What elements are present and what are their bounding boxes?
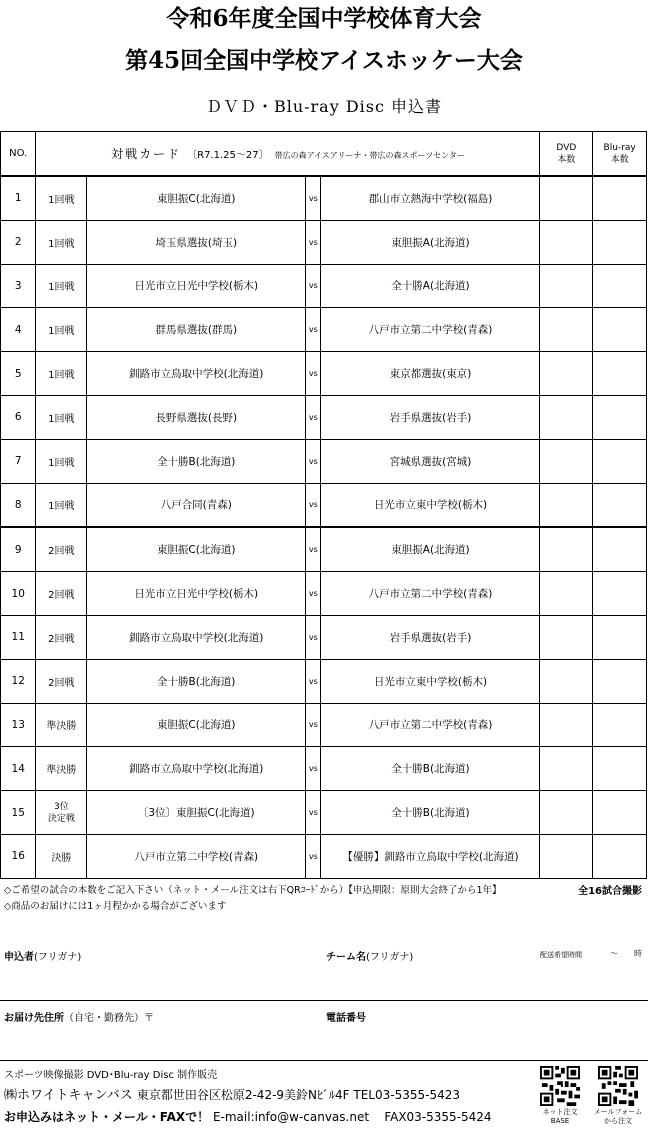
match-round: [36, 791, 87, 835]
table-row: [1, 176, 647, 220]
dvd-quantity-cell[interactable]: [540, 483, 593, 527]
team-away: 八戸市立第二中学校(青森): [321, 308, 540, 352]
table-row: [1, 791, 647, 835]
bluray-quantity-cell[interactable]: [593, 483, 647, 527]
match-number: 6: [1, 395, 36, 439]
match-round: 1回戦: [36, 264, 87, 308]
team-home: 八戸合同(青森): [87, 483, 306, 527]
header-bluray: [593, 132, 647, 177]
match-number: 12: [1, 659, 36, 703]
qr-caption-mailform: [593, 1108, 643, 1126]
header-dvd-label: DVD: [556, 142, 577, 153]
header-bluray-qty: 本数: [610, 154, 629, 165]
team-home: 群馬県選抜(群馬): [87, 308, 306, 352]
qr-code-icon[interactable]: [598, 1066, 638, 1106]
team-away: 八戸市立第二中学校(青森): [321, 572, 540, 616]
table-row: [1, 264, 647, 308]
bluray-quantity-cell[interactable]: [593, 264, 647, 308]
table-row: [1, 703, 647, 747]
team-kana: (フリガナ): [366, 952, 414, 963]
footer-service: スポーツ映像撮影 DVD･Blu-ray Disc 制作販売: [4, 1070, 218, 1081]
team-home: 〔3位〕東胆振C(北海道): [87, 791, 306, 835]
qr1-caption-line1: ネット注文: [542, 1108, 578, 1116]
match-round-line2: 決定戦: [47, 813, 75, 824]
divider-line: [0, 1000, 648, 1001]
team-away: 全十勝B(北海道): [321, 791, 540, 835]
team-home: 八戸市立第二中学校(青森): [87, 834, 306, 878]
team-home: 釧路市立鳥取中学校(北海道): [87, 615, 306, 659]
match-number: 14: [1, 747, 36, 791]
match-number: 3: [1, 264, 36, 308]
match-round: 1回戦: [36, 439, 87, 483]
address-text: お届け先住所: [4, 1013, 64, 1024]
match-round: 1回戦: [36, 308, 87, 352]
company-address: 東京都世田谷区松原2-42-9美鈴Nﾋﾞﾙ4F TEL03-5355-5423: [136, 1088, 460, 1102]
team-text: チーム名: [326, 952, 366, 963]
dvd-quantity-cell[interactable]: [540, 308, 593, 352]
table-header-row: [1, 132, 647, 177]
dvd-quantity-cell[interactable]: [540, 747, 593, 791]
team-away: 全十勝B(北海道): [321, 747, 540, 791]
bluray-quantity-cell[interactable]: [593, 834, 647, 878]
dvd-quantity-cell[interactable]: [540, 352, 593, 396]
match-number: 11: [1, 615, 36, 659]
match-number: 13: [1, 703, 36, 747]
bluray-quantity-cell[interactable]: [593, 572, 647, 616]
versus-label: vs: [306, 834, 321, 878]
table-row: [1, 352, 647, 396]
dvd-quantity-cell[interactable]: [540, 527, 593, 571]
bluray-quantity-cell[interactable]: [593, 527, 647, 571]
team-away: 東胆振A(北海道): [321, 527, 540, 571]
team-away: 東胆振A(北海道): [321, 220, 540, 264]
team-home: 東胆振C(北海道): [87, 703, 306, 747]
bluray-quantity-cell[interactable]: [593, 176, 647, 220]
note-order-instructions: ◇ご希望の試合の本数をご記入下さい（ネット・メール注文は右下QRｺｰﾄﾞから）【申込期限：原則大会終了から1年】: [4, 885, 502, 896]
match-round: 2回戦: [36, 615, 87, 659]
team-home: 長野県選抜(長野): [87, 395, 306, 439]
match-round: 準決勝: [36, 747, 87, 791]
match-round: 1回戦: [36, 176, 87, 220]
versus-label: vs: [306, 220, 321, 264]
bluray-quantity-cell[interactable]: [593, 220, 647, 264]
title-line-1: 令和6年度全国中学校体育大会: [166, 5, 482, 32]
team-home: 東胆振C(北海道): [87, 527, 306, 571]
footer-contact: [4, 1108, 492, 1125]
match-number: 15: [1, 791, 36, 835]
versus-label: vs: [306, 483, 321, 527]
team-home: 釧路市立鳥取中学校(北海道): [87, 352, 306, 396]
team-away: 日光市立東中学校(栃木): [321, 483, 540, 527]
versus-label: vs: [306, 703, 321, 747]
applicant-text: 申込者: [4, 952, 34, 963]
contact-email[interactable]: E-mail:info@w-canvas.net: [212, 1110, 370, 1124]
dvd-quantity-cell[interactable]: [540, 834, 593, 878]
header-dvd: [540, 132, 593, 177]
contact-fax: FAX03-5355-5424: [384, 1110, 492, 1124]
versus-label: vs: [306, 439, 321, 483]
dvd-quantity-cell[interactable]: [540, 659, 593, 703]
table-row: [1, 395, 647, 439]
versus-label: vs: [306, 572, 321, 616]
versus-label: vs: [306, 352, 321, 396]
team-away: 八戸市立第二中学校(青森): [321, 703, 540, 747]
team-away: 全十勝A(北海道): [321, 264, 540, 308]
footer-company: [4, 1084, 460, 1103]
dvd-quantity-cell[interactable]: [540, 176, 593, 220]
qr-code-icon[interactable]: [540, 1066, 580, 1106]
dvd-quantity-cell[interactable]: [540, 703, 593, 747]
match-round: 準決勝: [36, 703, 87, 747]
delivery-time-hour: 時: [634, 949, 642, 958]
header-bluray-label: Blu-ray: [603, 142, 636, 153]
bluray-quantity-cell[interactable]: [593, 791, 647, 835]
table-row: [1, 834, 647, 878]
qr2-caption-line2: から注文: [604, 1117, 632, 1125]
table-row: [1, 483, 647, 527]
address-label: [4, 1009, 154, 1024]
company-name: ㈱ホワイトキャンバス: [4, 1088, 133, 1103]
versus-label: vs: [306, 308, 321, 352]
dvd-quantity-cell[interactable]: [540, 791, 593, 835]
team-home: 釧路市立鳥取中学校(北海道): [87, 747, 306, 791]
team-home: 埼玉県選抜(埼玉): [87, 220, 306, 264]
table-row: [1, 572, 647, 616]
title-line-2: 第45回全国中学校アイスホッケー大会: [125, 47, 523, 74]
qr-caption-base: [535, 1108, 585, 1126]
team-away: 【優勝】釧路市立鳥取中学校(北海道): [321, 834, 540, 878]
header-match-card: [36, 132, 540, 177]
qr2-caption-line1: メールフォーム: [593, 1108, 643, 1116]
team-label: [326, 948, 413, 963]
bluray-quantity-cell[interactable]: [593, 308, 647, 352]
header-dvd-qty: 本数: [557, 154, 576, 165]
team-home: 東胆振C(北海道): [87, 176, 306, 220]
versus-label: vs: [306, 264, 321, 308]
header-card-label: 対戦カード: [111, 147, 182, 161]
dvd-quantity-cell[interactable]: [540, 615, 593, 659]
team-away: 郡山市立熱海中学校(福島): [321, 176, 540, 220]
note-delivery: ◇商品のお届けには1ヶ月程かかる場合がございます: [4, 901, 227, 912]
match-round: 決勝: [36, 834, 87, 878]
match-round: 2回戦: [36, 572, 87, 616]
versus-label: vs: [306, 747, 321, 791]
bluray-quantity-cell[interactable]: [593, 747, 647, 791]
match-round: 1回戦: [36, 352, 87, 396]
header-venue: 帯広の森アイスアリーナ・帯広の森スポーツセンター: [274, 151, 465, 160]
match-round: 1回戦: [36, 220, 87, 264]
versus-label: vs: [306, 176, 321, 220]
address-note: （自宅・勤務先）〒: [64, 1013, 154, 1024]
table-row: [1, 308, 647, 352]
dvd-quantity-cell[interactable]: [540, 439, 593, 483]
bluray-quantity-cell[interactable]: [593, 659, 647, 703]
team-home: 日光市立日光中学校(栃木): [87, 264, 306, 308]
delivery-time-tilde: 〜: [610, 949, 618, 958]
table-row: [1, 659, 647, 703]
table-row: [1, 220, 647, 264]
match-round: 1回戦: [36, 395, 87, 439]
match-round: 2回戦: [36, 527, 87, 571]
table-row: [1, 527, 647, 571]
delivery-time-label: 配送希望時間: [540, 951, 582, 959]
team-away: 日光市立東中学校(栃木): [321, 659, 540, 703]
bluray-quantity-cell[interactable]: [593, 615, 647, 659]
phone-label: 電話番号: [326, 1013, 366, 1024]
order-table: [0, 131, 647, 879]
match-round: 2回戦: [36, 659, 87, 703]
form-subtitle: ＤＶＤ・Blu-ray Disc 申込書: [205, 97, 443, 116]
bluray-quantity-cell[interactable]: [593, 703, 647, 747]
team-home: 日光市立日光中学校(栃木): [87, 572, 306, 616]
match-number: 16: [1, 834, 36, 878]
dvd-quantity-cell[interactable]: [540, 264, 593, 308]
versus-label: vs: [306, 791, 321, 835]
dvd-quantity-cell[interactable]: [540, 220, 593, 264]
team-home: 全十勝B(北海道): [87, 659, 306, 703]
versus-label: vs: [306, 659, 321, 703]
team-away: 岩手県選抜(岩手): [321, 395, 540, 439]
match-round: 1回戦: [36, 483, 87, 527]
table-row: [1, 439, 647, 483]
match-number: 7: [1, 439, 36, 483]
versus-label: vs: [306, 395, 321, 439]
applicant-label: [4, 948, 81, 963]
bluray-quantity-cell[interactable]: [593, 395, 647, 439]
match-number: 1: [1, 176, 36, 220]
bluray-quantity-cell[interactable]: [593, 352, 647, 396]
header-date: 〔R7.1.25〜27〕: [187, 150, 269, 161]
match-number: 5: [1, 352, 36, 396]
table-row: [1, 747, 647, 791]
versus-label: vs: [306, 615, 321, 659]
dvd-quantity-cell[interactable]: [540, 395, 593, 439]
versus-label: vs: [306, 527, 321, 571]
match-number: 4: [1, 308, 36, 352]
team-away: 東京都選抜(東京): [321, 352, 540, 396]
match-number: 8: [1, 483, 36, 527]
bluray-quantity-cell[interactable]: [593, 439, 647, 483]
dvd-quantity-cell[interactable]: [540, 572, 593, 616]
header-no: NO.: [1, 132, 36, 177]
match-number: 9: [1, 527, 36, 571]
divider-line: [0, 1060, 648, 1061]
team-away: 宮城県選抜(宮城): [321, 439, 540, 483]
match-number: 2: [1, 220, 36, 264]
match-round-line1: 3位: [53, 801, 69, 812]
team-home: 全十勝B(北海道): [87, 439, 306, 483]
table-row: [1, 615, 647, 659]
qr1-caption-line2: BASE: [550, 1117, 570, 1125]
apply-methods: お申込みはネット・メール・FAXで！: [4, 1110, 210, 1124]
note-total-matches: 全16試合撮影: [578, 886, 642, 897]
applicant-kana: (フリガナ): [34, 952, 82, 963]
match-number: 10: [1, 572, 36, 616]
team-away: 岩手県選抜(岩手): [321, 615, 540, 659]
